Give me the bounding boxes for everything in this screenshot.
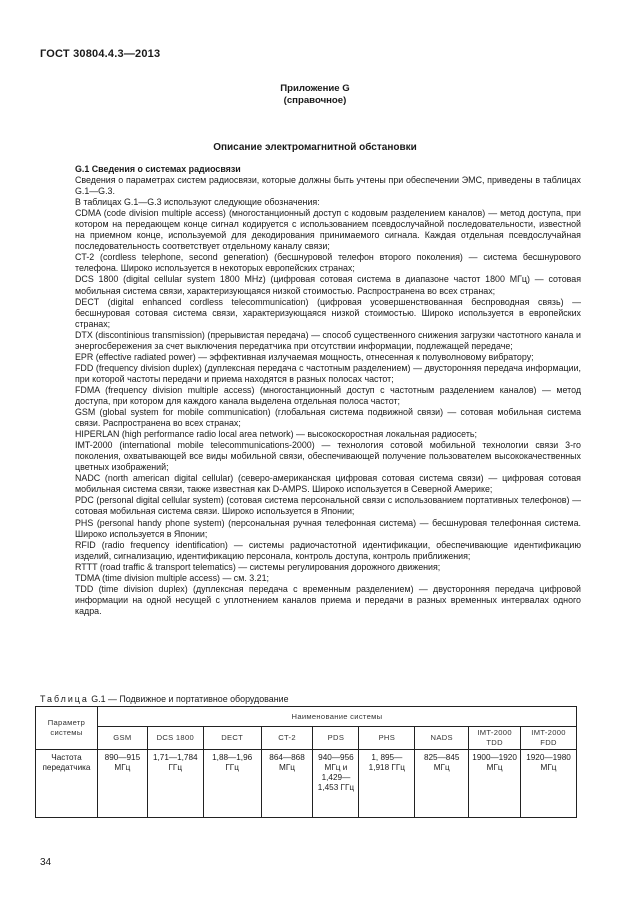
table-caption-word: Таблица: [40, 694, 89, 704]
column-header: PDS: [313, 727, 359, 750]
column-header: GSM: [97, 727, 147, 750]
systems-table: [35, 706, 577, 818]
appendix-title: Приложение G: [280, 83, 350, 94]
table-cell: 1920—1980 МГц: [521, 750, 577, 818]
table-cell: 1,71—1,784 ГГц: [147, 750, 203, 818]
paragraph: В таблицах G.1—G.3 используют следующие обозначения:: [75, 197, 320, 208]
paragraph: PHS (personal handy phone system) (персональная ручная телефонная система) — бесшнуровая телефонная система. Широко используется в Японии;: [75, 517, 581, 539]
paragraph: TDMA (time division multiple access) — см. 3.21;: [75, 572, 270, 583]
paragraph: DECT (digital enhanced cordless telecommunication) (цифровая усовершенствованная беспроводная связь) — бесшнуровая сотовая система связи, характеризующаяся низкой стоимостью. Широко используется в европейских странах;: [75, 296, 581, 329]
table-cell: 890—915 МГц: [97, 750, 147, 818]
param-header: Параметр системы: [36, 707, 98, 750]
paragraph: DCS 1800 (digital cellular system 1800 MHz) (цифровая сотовая система в диапазоне частот 1800 МГц) — сотовая мобильная система связи, характеризующаяся низкой стоимостью. Распространена во всех странах;: [75, 274, 581, 296]
standard-header: ГОСТ 30804.4.3—2013: [40, 48, 161, 60]
table-cell: 1, 895—1,918 ГГц: [359, 750, 415, 818]
paragraph: PDC (personal digital cellular system) (сотовая система персональной связи с использованием портативных телефонов) — сотовая мобильная система связи. Широко используется в Японии;: [75, 495, 581, 517]
document-body: [75, 164, 581, 617]
appendix-heading: [0, 83, 630, 107]
section-title: Описание электромагнитной обстановки: [213, 142, 417, 153]
column-header: DECT: [203, 727, 261, 750]
paragraph: RTTT (road traffic & transport telematics) — системы регулирования дорожного движения;: [75, 561, 441, 572]
table-cell: 1900—1920 МГц: [469, 750, 521, 818]
paragraph: Сведения о параметрах систем радиосвязи, которые должны быть учтены при обеспечении ЭМС, приведены в таблицах G.1—G.3.: [75, 175, 581, 197]
paragraph: NADC (north american digital cellular) (северо-американская цифровая сотовая система связи) — цифровая сотовая мобильная система связи, также известная как D-AMPS. Широко используется в Северной Америке;: [75, 473, 581, 495]
paragraph: DTX (discontinious transmission) (прерывистая передача) — способ существенного снижения загрузки частотного канала и энергосбережения за счет выключения передатчика при отсутствии информации, подлежащей передаче;: [75, 329, 581, 351]
column-header: DCS 1800: [147, 727, 203, 750]
table-caption: [40, 694, 289, 704]
page-number: 34: [40, 857, 52, 868]
paragraph: RFID (radio frequency identification) — системы радиочастотной идентификации, обеспечивающие идентификацию изделий, сигнализацию, идентификацию персонала, контроль доступа, контроль приближения;: [75, 539, 581, 561]
table-cell: 825—845 МГц: [415, 750, 469, 818]
column-header: PHS: [359, 727, 415, 750]
section-heading: G.1 Сведения о системах радиосвязи: [75, 164, 241, 174]
row-label: Частота передатчика: [36, 750, 98, 818]
paragraph: GSM (global system for mobile communication) (глобальная система подвижной связи) — сотовая мобильная система связи. Распространена во всех странах;: [75, 407, 581, 429]
column-header: CT-2: [261, 727, 313, 750]
table-cell: 1,88—1,96 ГГц: [203, 750, 261, 818]
table-cell: 940—956 МГц и 1,429—1,453 ГГц: [313, 750, 359, 818]
table-caption-text: G.1 — Подвижное и портативное оборудование: [91, 694, 289, 704]
paragraph: FDD (frequency division duplex) (дуплексная передача с частотным разделением) — двусторонняя передача информации, при которой частоты передачи и приема находятся в разных полосах частот;: [75, 362, 581, 384]
paragraph: CT-2 (cordless telephone, second generation) (бесшнуровой телефон второго поколения) — система бесшнурового телефона. Широко используется в некоторых европейских странах;: [75, 252, 581, 274]
table-row: [36, 750, 577, 818]
column-header: IMT-2000 TDD: [469, 727, 521, 750]
group-header: Наименование системы: [97, 707, 576, 727]
table-cell: 864—868 МГц: [261, 750, 313, 818]
column-header: IMT-2000 FDD: [521, 727, 577, 750]
paragraph: TDD (time division duplex) (дуплексная передача с временным разделением) — двусторонняя передача цифровой информации на одной несущей с уплотнением каналов приема и передачи в разных временных интервалах одного кадра.: [75, 583, 581, 616]
paragraph: HIPERLAN (high performance radio local area network) — высокоскоростная локальная радиосеть;: [75, 429, 477, 440]
appendix-subtitle: (справочное): [283, 95, 347, 106]
paragraph: CDMA (code division multiple access) (многостанционный доступ с кодовым разделением каналов) — метод доступа, при котором на передающем конце сигнал кодируется с использованием псевдослучайной последовательности, известной на приемном конце, используемой для декодирования принимаемого сигнала. Каждая отдельная псевдослучайная последовательность соответствует отдельному каналу связи;: [75, 208, 581, 252]
paragraph: FDMA (frequency division multiple access) (многостанционный доступ с частотным разделением каналов) — метод доступа, при котором для каждого канала выделена отдельная полоса частот;: [75, 384, 581, 406]
column-header: NADS: [415, 727, 469, 750]
paragraph: IMT-2000 (international mobile telecommunications-2000) — технология сотовой мобильной технологии связи 3-го поколения, охватывающей все виды мобильной связи, обеспечивающей получение пользователем высококачественных цветных изображений;: [75, 440, 581, 473]
paragraph: EPR (effective radiated power) — эффективная излучаемая мощность, отнесенная к полуволновому вибратору;: [75, 351, 534, 362]
